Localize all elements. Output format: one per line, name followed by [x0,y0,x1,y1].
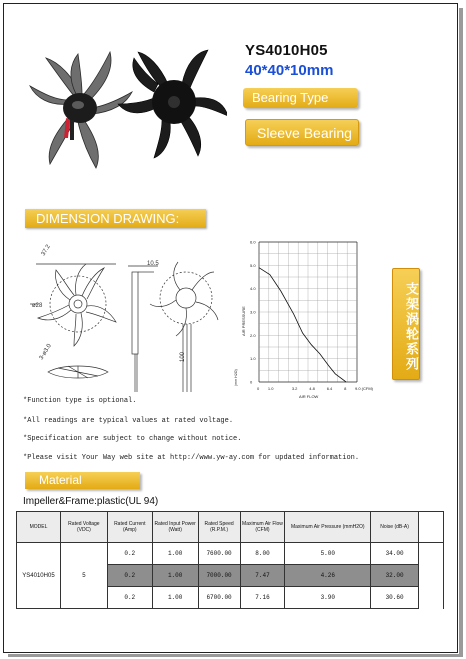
col-header-blank [419,512,444,543]
chart-y-tick-label: 2.0 [250,332,256,338]
cell-noise: 30.60 [371,587,419,609]
cell-airflow: 8.00 [240,543,285,565]
cell-current: 0.2 [107,587,152,609]
col-header-power: Rated Input Power (Watt) [152,512,198,543]
chart-x-tick-label: 0 [257,386,260,391]
note-readings: *All readings are typical values at rated voltage. [23,417,234,425]
dimension-drawing-heading: DIMENSION DRAWING: [25,209,206,228]
chart-grid [259,242,357,382]
front-view-drawing [30,264,116,346]
cell-model: YS4010H05 [17,543,61,609]
col-header-voltage: Rated Voltage (VDC) [60,512,107,543]
chart-x-tick-label: 8 [344,386,347,391]
chart-y-tick-label: 3.0 [250,309,256,315]
chart-x-ticks [257,386,374,391]
cell-pressure: 5.00 [285,543,371,565]
spec-table-header-row [17,512,444,543]
cell-power: 1.00 [152,543,198,565]
note-function-type: *Function type is optional. [23,397,137,405]
col-header-speed: Rated Speed (R.P.M.) [198,512,240,543]
cell-airflow: 7.16 [240,587,285,609]
cell-pressure: 3.90 [285,587,371,609]
chart-y-tick-label: 5.0 [250,262,256,268]
material-heading: Material [25,472,140,489]
model-number: YS4010H05 [245,42,328,59]
dim-label-diameter-28: ø28 [32,303,43,309]
chart-y-tick-label: 0 [250,379,253,385]
cell-voltage: 5 [60,543,107,609]
series-side-tag: 支架涡轮系列 [392,268,420,380]
chart-x-tick-label: 1.0 [267,386,274,391]
cell-speed: 7600.00 [198,543,240,565]
rear-view-drawing [150,262,218,392]
fan-dimensions: 40*40*10mm [245,62,334,79]
cell-speed: 7000.00 [198,565,240,587]
bottom-view-drawing [48,366,108,378]
chart-x-axis-label: AIR FLOW [299,394,319,399]
cell-noise: 34.00 [371,543,419,565]
cell-noise: 32.00 [371,565,419,587]
cell-pressure: 4.26 [285,565,371,587]
page-shadow-bottom [8,654,463,657]
cell-blank [419,543,444,565]
col-header-airflow: Maximum Air Flow (CFM) [240,512,285,543]
chart-y-tick-label: 6.0 [250,239,256,245]
dimension-drawing [20,232,225,392]
cell-current: 0.2 [107,565,152,587]
product-photo [22,42,227,177]
spec-table [16,511,444,609]
chart-y-tick-label: 1.0 [250,356,256,362]
side-view-drawing [128,266,158,392]
chart-y-tick-label: 4.0 [250,286,256,292]
bearing-type-value: Sleeve Bearing [245,119,359,146]
dim-label-holes: 3-ø3.0 [38,343,53,362]
cell-speed: 6700.00 [198,587,240,609]
chart-x-tick-label: 6.4 [326,386,333,391]
pq-curve-chart [225,236,375,401]
fan-impeller-side-image [30,52,132,168]
cell-current: 0.2 [107,543,152,565]
chart-y-axis-label: AIR PRESSURE [241,306,246,336]
col-header-noise: Noise (dB-A) [371,512,419,543]
cell-blank [419,565,444,587]
col-header-pressure: Maximum Air Pressure (mmH2O) [285,512,371,543]
dim-label-37-2: 37.2 [40,243,52,258]
dim-label-100: 100 [180,351,186,362]
note-website: *Please visit Your Way web site at http://www.yw-ay.com for updated information. [23,454,360,462]
page-shadow-right [459,8,463,656]
chart-x-tick-label: 4.8 [309,386,315,391]
table-row [17,543,444,565]
bearing-type-label: Bearing Type [243,88,358,108]
cell-power: 1.00 [152,565,198,587]
chart-y-ticks [250,240,256,385]
chart-x-tick-label: 9.0 (CFM) [355,386,373,391]
col-header-current: Rated Current (Amp) [107,512,152,543]
dim-label-10-5: 10.5 [147,261,159,267]
chart-x-tick-label: 3.2 [291,386,298,391]
cell-blank [419,587,444,609]
cell-airflow: 7.47 [240,565,285,587]
cell-power: 1.00 [152,587,198,609]
chart-series-line [259,268,346,382]
impeller-material: Impeller&Frame:plastic(UL 94) [23,496,159,507]
note-specification: *Specification are subject to change without notice. [23,435,242,443]
col-header-model: MODEL [17,512,61,543]
chart-y-unit-label: (mm H2O) [234,369,238,386]
fan-impeller-front-image [118,50,227,158]
